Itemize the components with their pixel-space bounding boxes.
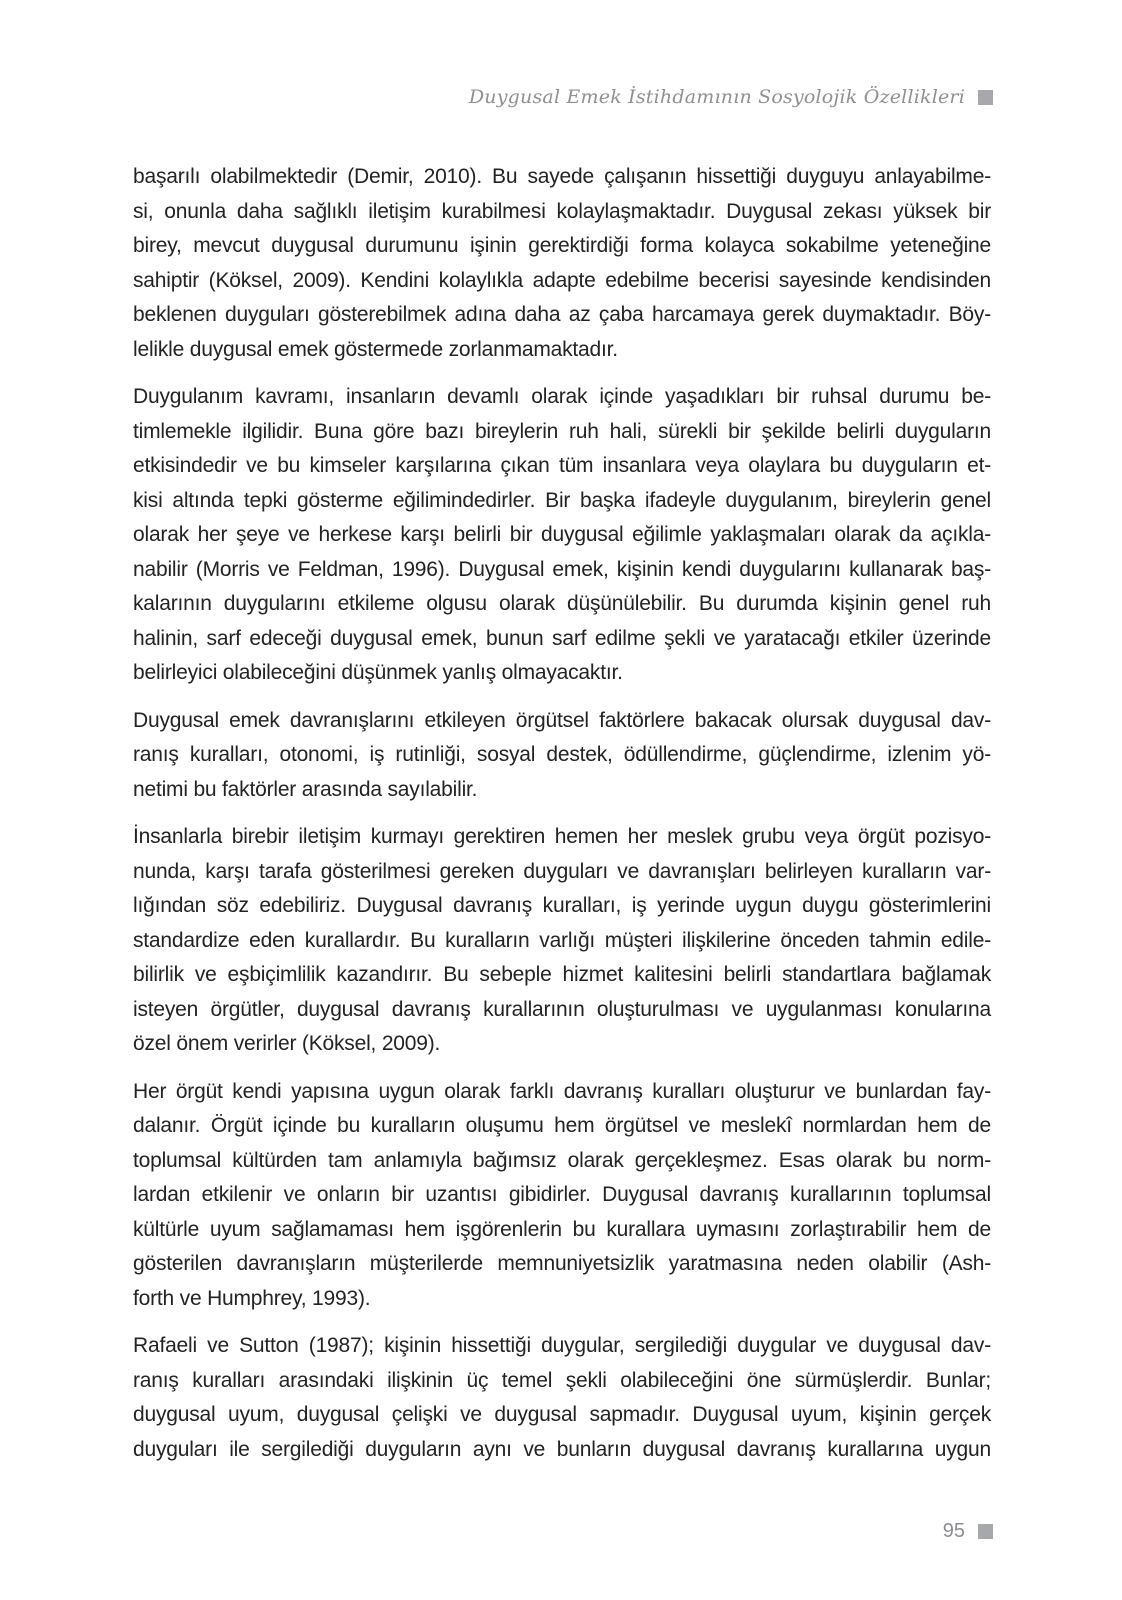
text-line: lardan etkilenir ve onların bir uzantısı gibidirler. Duygusal davranış kurallarının toplumsal bbox=[133, 1183, 991, 1206]
text-line: forth ve Humphrey, 1993). bbox=[133, 1286, 371, 1310]
text-line: kalarının duygularını etkileme olgusu olarak düşünülebilir. Bu durumda kişinin genel ruh bbox=[133, 592, 991, 615]
text-line: nunda, karşı tarafa gösterilmesi gereken duyguları ve davranışları belirleyen kuralların var- bbox=[133, 859, 991, 883]
text-line: duyguları ile sergilediği duyguların aynı ve bunların duygusal davranış kurallarına uygun bbox=[133, 1437, 991, 1461]
text-line: kisi altında tepki gösterme eğilimindedirler. Bir başka ifadeyle duygulanım, bireylerin genel bbox=[133, 488, 991, 512]
text-line: isteyen örgütler, duygusal davranış kurallarının oluşturulması ve uygulanması konularına bbox=[133, 997, 991, 1021]
paragraph bbox=[133, 380, 991, 691]
page-header bbox=[469, 86, 993, 108]
text-line: ranış kuralları, otonomi, iş rutinliği, sosyal destek, ödüllendirme, güçlendirme, izlenim yö- bbox=[133, 743, 991, 766]
footer-square-icon bbox=[978, 1524, 993, 1539]
text-line: timlemekle ilgilidir. Buna göre bazı bireylerin ruh hali, sürekli bir şekilde belirli duyguların bbox=[133, 419, 991, 443]
text-line: standardize eden kurallardır. Bu kuralların varlığı müşteri ilişkilerine önceden tahmin edile- bbox=[133, 928, 991, 952]
running-head-title: Duygusal Emek İstihdamının Sosyolojik Özellikleri bbox=[468, 86, 965, 108]
text-line: beklenen duyguları gösterebilmek adına daha az çaba harcamaya gerek duymaktadır. Böy- bbox=[133, 303, 991, 326]
text-line: Duygulanım kavramı, insanların devamlı olarak içinde yaşadıkları bir ruhsal durumu be- bbox=[133, 385, 991, 408]
text-line: sahiptir (Köksel, 2009). Kendini kolaylıkla adapte edebilme becerisi sayesinde kendisinden bbox=[133, 268, 991, 292]
text-line: Her örgüt kendi yapısına uygun olarak farklı davranış kuralları oluşturur ve bunlardan fay- bbox=[133, 1079, 991, 1103]
text-line: İnsanlarla birebir iletişim kurmayı gerektiren hemen her meslek grubu veya örgüt pozisyo- bbox=[133, 825, 991, 848]
paragraph bbox=[133, 704, 991, 808]
text-line: duygusal uyum, duygusal çelişki ve duygusal sapmadır. Duygusal uyum, kişinin gerçek bbox=[133, 1403, 991, 1426]
paragraph bbox=[133, 1329, 991, 1467]
paragraph bbox=[133, 820, 991, 1062]
page-number: 95 bbox=[942, 1520, 965, 1542]
text-line: olarak her şeye ve herkese karşı belirli bir duygusal eğilimle yaklaşmaları olarak da açıkla- bbox=[133, 523, 991, 546]
text-line: si, onunla daha sağlıklı iletişim kurabilmesi kolaylaşmaktadır. Duygusal zekası yüksek bir bbox=[133, 199, 991, 223]
text-line: belirleyici olabileceğini düşünmek yanlış olmayacaktır. bbox=[133, 661, 623, 684]
text-line: halinin, sarf edeceği duygusal emek, bunun sarf edilme şekli ve yaratacağı etkiler üzerinde bbox=[133, 626, 991, 650]
text-line: Rafaeli ve Sutton (1987); kişinin hissettiği duygular, sergilediği duygular ve duygusal dav- bbox=[133, 1334, 991, 1357]
text-line: gösterilen davranışların müşterilerde memnuniyetsizlik yaratmasına neden olabilir (Ash- bbox=[133, 1252, 991, 1275]
page-body bbox=[133, 160, 991, 1480]
text-line: dalanır. Örgüt içinde bu kuralların oluşumu hem örgütsel ve meslekî normlardan hem de bbox=[133, 1114, 991, 1137]
page-footer bbox=[943, 1520, 993, 1543]
text-line: netimi bu faktörler arasında sayılabilir. bbox=[133, 777, 478, 801]
text-line: lelikle duygusal emek göstermede zorlanmamaktadır. bbox=[133, 337, 618, 361]
text-line: birey, mevcut duygusal durumunu işinin gerektirdiği forma kolayca sokabilme yeteneğine bbox=[133, 234, 991, 257]
text-line: toplumsal kültürden tam anlamıyla bağımsız olarak gerçekleşmez. Esas olarak bu norm- bbox=[133, 1148, 991, 1172]
paragraph bbox=[133, 1075, 991, 1317]
text-line: kültürle uyum sağlamaması hem işgörenlerin bu kurallara uymasını zorlaştırabilir hem de bbox=[133, 1217, 991, 1241]
paragraph bbox=[133, 160, 991, 367]
text-line: lığından söz edebiliriz. Duygusal davranış kuralları, iş yerinde uygun duygu gösterimlerini bbox=[133, 894, 991, 917]
text-line: başarılı olabilmektedir (Demir, 2010). Bu sayede çalışanın hissettiği duyguyu anlayabilme- bbox=[133, 165, 991, 188]
header-square-icon bbox=[978, 90, 993, 105]
text-line: nabilir (Morris ve Feldman, 1996). Duygusal emek, kişinin kendi duygularını kullanarak baş- bbox=[133, 557, 991, 581]
text-line: bilirlik ve eşbiçimlilik kazandırır. Bu sebeple hizmet kalitesini belirli standartlara bağlamak bbox=[133, 963, 991, 986]
text-line: etkisindedir ve bu kimseler karşılarına çıkan tüm insanlara veya olaylara bu duyguların et- bbox=[133, 454, 991, 477]
text-line: ranış kuralları arasındaki ilişkinin üç temel şekli olabileceğini öne sürmüşlerdir. Bunlar; bbox=[133, 1368, 991, 1392]
text-line: Duygusal emek davranışlarını etkileyen örgütsel faktörlere bakacak olursak duygusal dav- bbox=[133, 708, 991, 732]
text-line: özel önem verirler (Köksel, 2009). bbox=[133, 1032, 441, 1055]
